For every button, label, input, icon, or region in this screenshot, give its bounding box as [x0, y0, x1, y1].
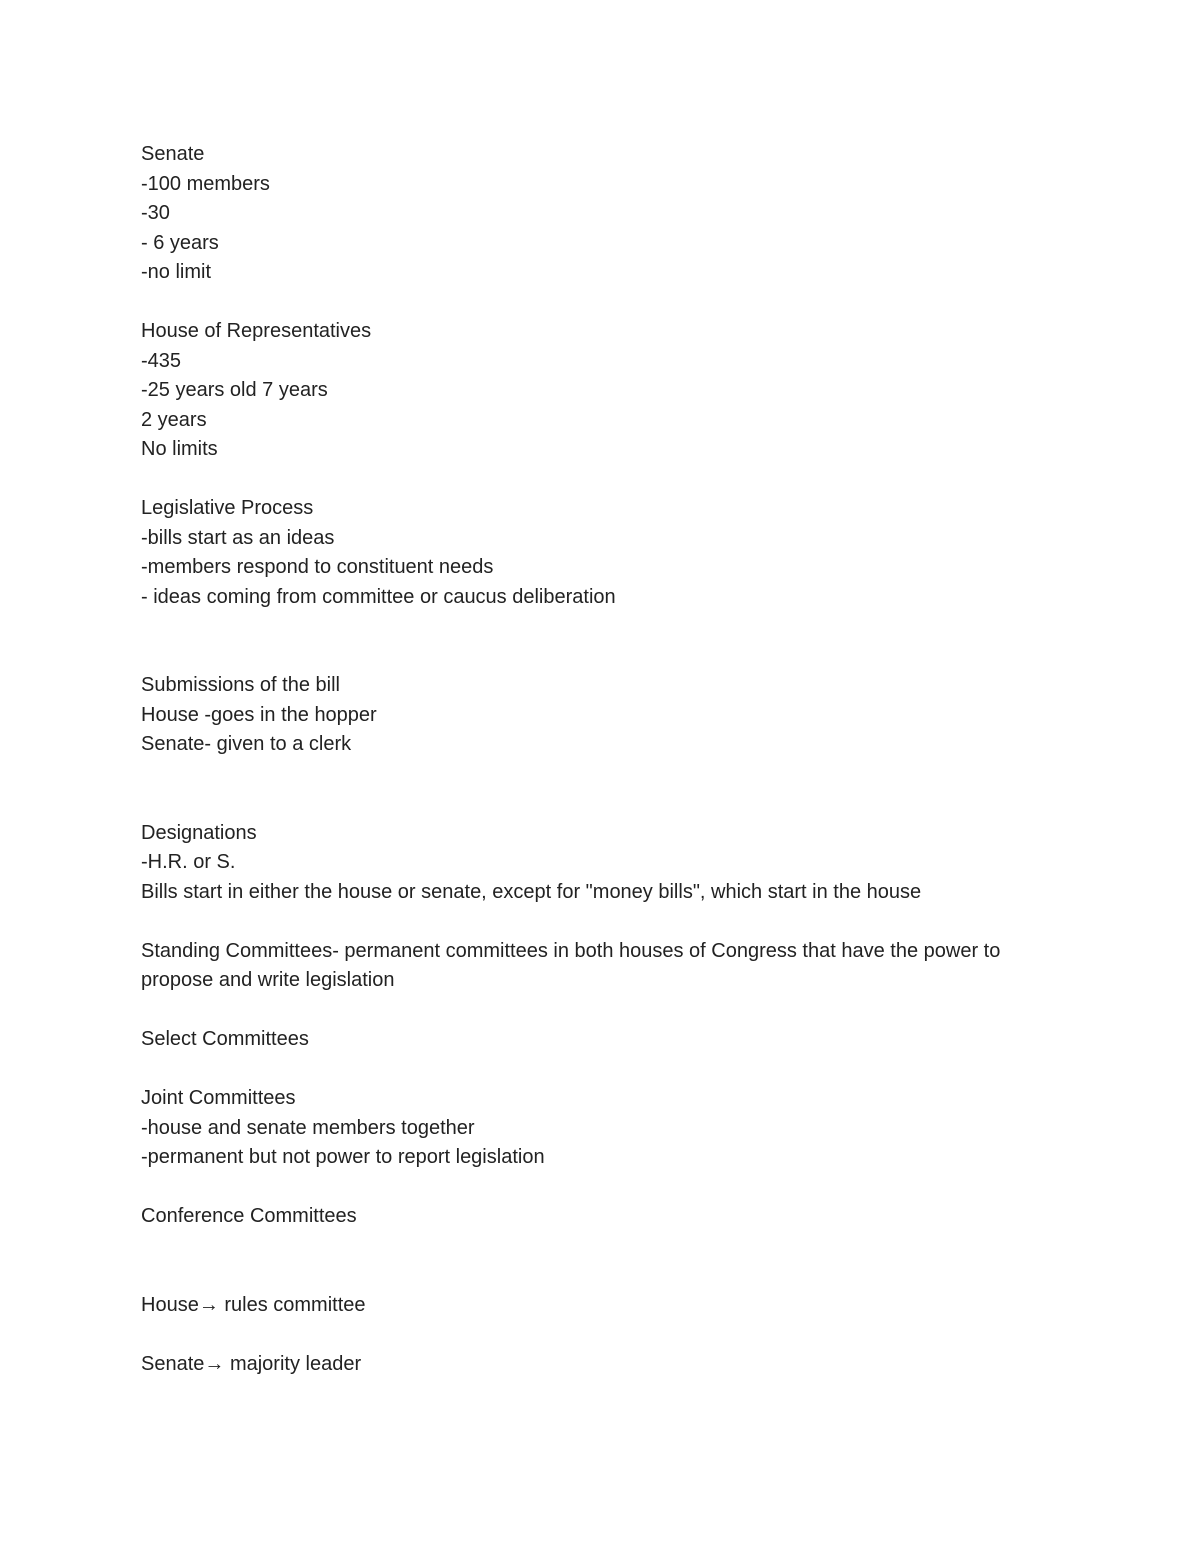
- select-committees-heading: Select Committees: [141, 1028, 309, 1050]
- house-line: No limits: [141, 438, 218, 460]
- designations-line: -H.R. or S.: [141, 851, 236, 873]
- document-body: [141, 140, 1061, 1379]
- standing-committees-paragraph: Standing Committees- permanent committees in both houses of Congress that have the power to propose and write legislation: [141, 939, 1006, 991]
- joint-committees-line: -permanent but not power to report legislation: [141, 1146, 545, 1168]
- submissions-line: House -goes in the hopper: [141, 703, 377, 726]
- blank-line: [141, 1261, 1061, 1291]
- senate-line: - 6 years: [141, 231, 219, 254]
- senate-line: -30: [141, 202, 170, 224]
- legislative-process-line: -members respond to constituent needs: [141, 556, 494, 578]
- joint-committees-heading: Joint Committees: [141, 1087, 296, 1109]
- house-line: -435: [141, 349, 182, 372]
- blank-line: [141, 1055, 1061, 1085]
- blank-line: [141, 1320, 1061, 1350]
- blank-line: [141, 642, 1061, 672]
- blank-line: [141, 288, 1061, 318]
- blank-line: [141, 1173, 1061, 1203]
- designations-heading: Designations: [141, 821, 257, 844]
- senate-heading: Senate: [141, 143, 205, 165]
- blank-line: [141, 760, 1061, 790]
- senate-line: -100 members: [141, 172, 270, 195]
- submissions-heading: Submissions of the bill: [141, 674, 340, 696]
- legislative-process-line: - ideas coming from committee or caucus deliberation: [141, 585, 616, 608]
- blank-line: [141, 465, 1061, 495]
- senate-majority-leader-line: Senate→ majority leader: [141, 1352, 362, 1375]
- submissions-line: Senate- given to a clerk: [141, 733, 352, 755]
- house-line: 2 years: [141, 408, 207, 431]
- house-heading: House of Representatives: [141, 320, 372, 342]
- house-line: -25 years old 7 years: [141, 379, 328, 401]
- legislative-process-line: -bills start as an ideas: [141, 526, 335, 549]
- blank-line: [141, 612, 1061, 642]
- house-rules-committee-line: House→ rules committee: [141, 1293, 366, 1316]
- designations-line: Bills start in either the house or senate, except for "money bills", which start in the house: [141, 880, 922, 903]
- senate-line: -no limit: [141, 261, 212, 283]
- blank-line: [141, 996, 1061, 1026]
- legislative-process-heading: Legislative Process: [141, 497, 314, 519]
- conference-committees-heading: Conference Committees: [141, 1205, 357, 1227]
- blank-line: [141, 789, 1061, 819]
- blank-line: [141, 1232, 1061, 1262]
- blank-line: [141, 907, 1061, 937]
- joint-committees-line: -house and senate members together: [141, 1116, 475, 1139]
